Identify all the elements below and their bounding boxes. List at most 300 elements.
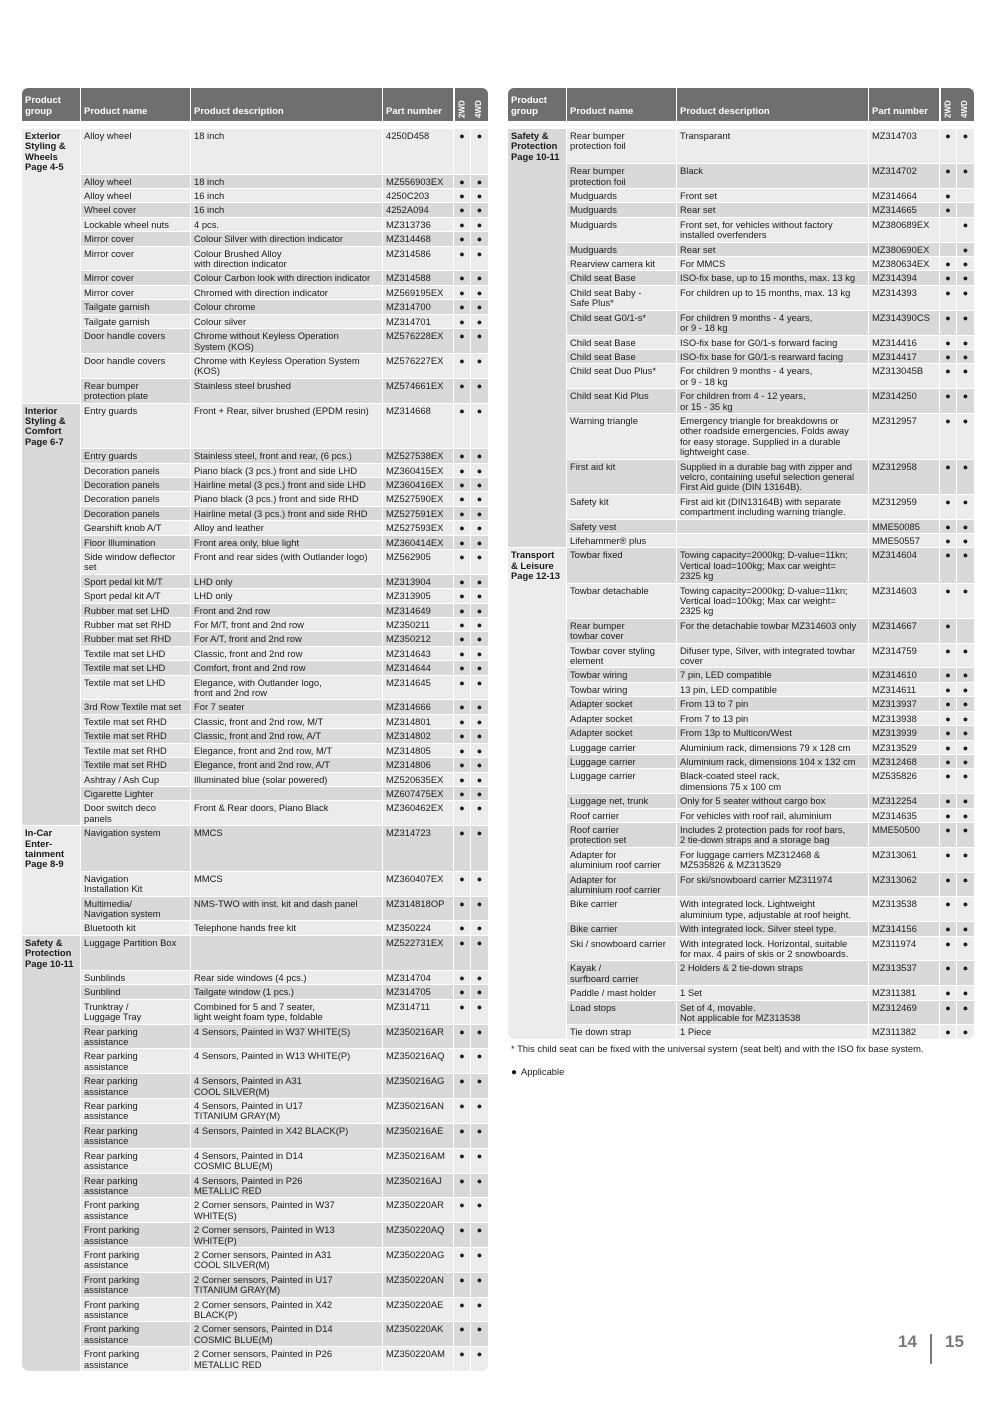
applicable-4wd-icon: ● (957, 364, 974, 388)
product-description: Illuminated blue (solar powered) (191, 773, 383, 786)
product-name: Rear parking assistance (81, 1049, 191, 1073)
product-group-cell (22, 353, 81, 378)
product-description: With integrated lock. Silver steel type. (677, 922, 869, 935)
product-name: Front parking assistance (81, 1223, 191, 1247)
product-name: Sunblind (81, 985, 191, 998)
product-name: Rear parking assistance (81, 1074, 191, 1098)
part-number: MZ314704 (383, 971, 454, 984)
applicable-2wd-icon: ● (454, 354, 471, 378)
product-description: Front and rear sides (with Outlander logo) (191, 550, 383, 574)
applicable-2wd-icon: ● (940, 203, 957, 216)
product-group-cell (22, 660, 81, 674)
part-number: MZ380690EX (869, 243, 940, 256)
applicable-2wd-icon: ● (454, 129, 471, 174)
product-group-cell (508, 388, 567, 413)
applicable-4wd-icon: ● (957, 1001, 974, 1025)
table-row (22, 491, 488, 505)
applicable-4wd-icon: ● (957, 873, 974, 897)
product-description: MMCS (191, 872, 383, 896)
product-description: For the detachable towbar MZ314603 only (677, 619, 869, 643)
applicable-4wd-icon: ● (471, 604, 488, 617)
part-number: 4250C203 (383, 189, 454, 202)
product-group-cell (508, 494, 567, 519)
table-row (508, 985, 974, 999)
applicable-2wd-icon: ● (940, 986, 957, 999)
table-row (508, 188, 974, 202)
product-name: Towbar detachable (567, 584, 677, 618)
table-row (22, 588, 488, 602)
product-description: For vehicles with roof rail, aluminium (677, 809, 869, 822)
product-name: Door handle covers (81, 354, 191, 378)
applicable-2wd-icon: ● (454, 826, 471, 871)
part-number: MZ562905 (383, 550, 454, 574)
part-number: MZ314156 (869, 922, 940, 935)
product-name: Child seat Kid Plus (567, 389, 677, 413)
product-name: Luggage net, trunk (567, 794, 677, 807)
table-row (508, 682, 974, 696)
product-group-cell (508, 1024, 567, 1038)
part-number: MZ350212 (383, 632, 454, 645)
table-row (22, 378, 488, 403)
product-group-cell (508, 363, 567, 388)
product-name: Entry guards (81, 449, 191, 462)
applicable-4wd-icon: ● (471, 676, 488, 700)
part-number: MZ350220AN (383, 1273, 454, 1297)
applicable-4wd-icon: ● (471, 271, 488, 284)
product-description: 2 Corner sensors, Painted in P26 METALLIC RED (191, 1347, 383, 1371)
part-number: MZ314667 (869, 619, 940, 643)
product-name: Front parking assistance (81, 1198, 191, 1222)
part-number: MZ312254 (869, 794, 940, 807)
applicable-2wd-icon: ● (940, 189, 957, 202)
product-group-cell (22, 477, 81, 491)
product-description: For A/T, front and 2nd row (191, 632, 383, 645)
applicable-4wd-icon: ● (471, 1322, 488, 1346)
table-body (508, 128, 974, 1039)
table-row (508, 459, 974, 494)
product-group-cell (22, 631, 81, 645)
applicable-2wd-icon: ● (454, 618, 471, 631)
product-name: Navigation system (81, 826, 191, 871)
product-name: Rubber mat set RHD (81, 618, 191, 631)
product-group-cell (22, 1048, 81, 1073)
product-name: Safety vest (567, 520, 677, 533)
table-header (508, 88, 974, 121)
product-description: Elegance, front and 2nd row, A/T (191, 758, 383, 771)
applicable-2wd-icon: ● (940, 311, 957, 335)
part-number: MZ350224 (383, 921, 454, 934)
table-row (508, 754, 974, 768)
applicable-4wd-icon: ● (471, 232, 488, 245)
product-name: Front parking assistance (81, 1298, 191, 1322)
product-name: Safety kit (567, 495, 677, 519)
product-group-cell (508, 725, 567, 739)
part-number: MZ556903EX (383, 175, 454, 188)
part-number: MZ314635 (869, 809, 940, 822)
table-row (508, 349, 974, 363)
product-description (677, 520, 869, 533)
table-row (508, 256, 974, 270)
applicable-2wd-icon: ● (454, 985, 471, 998)
part-number: MZ312957 (869, 414, 940, 459)
table-row (22, 1321, 488, 1346)
product-description: Rear set (677, 243, 869, 256)
part-number: MZ350216AE (383, 1124, 454, 1148)
product-group-cell (508, 985, 567, 999)
product-description: Colour Silver with direction indicator (191, 232, 383, 245)
part-number: MZ313937 (869, 697, 940, 710)
product-description: Difuser type, Silver, with integrated towbar cover (677, 644, 869, 668)
header-4wd: 4WD (474, 100, 484, 118)
product-group-cell (508, 188, 567, 202)
product-description: 4 pcs. (191, 218, 383, 231)
product-group-cell (22, 920, 81, 934)
applicable-2wd-icon: ● (454, 1049, 471, 1073)
applicable-4wd-icon: ● (957, 350, 974, 363)
header-part-number: Part number (383, 88, 454, 121)
part-number: MZ313904 (383, 575, 454, 588)
product-group-cell (22, 506, 81, 520)
product-description: For children 9 months - 4 years, or 9 - 18 kg (677, 364, 869, 388)
product-group-label: Safety & Protection Page 10-11 (22, 936, 81, 970)
applicable-4wd-icon: ● (471, 1000, 488, 1024)
applicable-4wd-icon: ● (471, 1149, 488, 1173)
page-number-left: 14 (898, 1332, 917, 1351)
header-product-name: Product name (81, 88, 191, 121)
product-group-cell (22, 448, 81, 462)
part-number: MZ314668 (383, 404, 454, 449)
applicable-2wd-icon: ● (940, 619, 957, 643)
applicable-2wd-icon: ● (454, 787, 471, 800)
table-row (508, 128, 974, 163)
part-number: 4252A094 (383, 203, 454, 216)
product-name: Tailgate garnish (81, 315, 191, 328)
applicable-2wd-icon: ● (940, 364, 957, 388)
applicable-2wd-icon: ● (454, 1099, 471, 1123)
table-row (22, 188, 488, 202)
part-number: MZ314417 (869, 350, 940, 363)
product-description: Towing capacity=2000kg; D-value=11kn; Vertical load=100kg; Max car weight= 2325 kg (677, 548, 869, 582)
product-description: ISO-fix base, up to 15 months, max. 13 kg (677, 271, 869, 284)
product-group-cell (22, 188, 81, 202)
product-description: Only for 5 seater without cargo box (677, 794, 869, 807)
product-description: Front & Rear doors, Piano Black (191, 801, 383, 825)
part-number: MZ314604 (869, 548, 940, 582)
applicable-2wd-icon: ● (454, 758, 471, 771)
applicable-2wd-icon: ● (454, 700, 471, 713)
header-2wd: 2WD (940, 88, 957, 121)
applicable-4wd-icon: ● (471, 801, 488, 825)
product-description: 18 inch (191, 175, 383, 188)
product-name: Tie down strap (567, 1025, 677, 1038)
part-number: MZ569195EX (383, 286, 454, 299)
applicable-4wd-icon: ● (957, 644, 974, 668)
table-row (22, 477, 488, 491)
applicable-4wd-icon: ● (471, 286, 488, 299)
product-name: Towbar fixed (567, 548, 677, 582)
product-group-cell (22, 588, 81, 602)
product-group-cell (22, 1098, 81, 1123)
applicable-2wd-icon: ● (940, 257, 957, 270)
applicable-4wd-icon: ● (471, 1198, 488, 1222)
part-number: MZ350216AR (383, 1025, 454, 1049)
applicable-4wd-icon: ● (957, 769, 974, 793)
applicable-2wd-icon: ● (454, 1347, 471, 1371)
applicable-2wd-icon: ● (940, 129, 957, 163)
table-row (508, 270, 974, 284)
part-number: MZ574661EX (383, 379, 454, 403)
product-description: Black (677, 164, 869, 188)
table-row (508, 217, 974, 242)
applicable-4wd-icon: ● (471, 329, 488, 353)
part-number: MZ314644 (383, 661, 454, 674)
table-row (22, 786, 488, 800)
product-description: NMS-TWO with inst. kit and dash panel (191, 897, 383, 921)
applicable-2wd-icon: ● (454, 464, 471, 477)
product-description: Front area only, blue light (191, 536, 383, 549)
table-row (508, 285, 974, 310)
applicable-4wd-icon: ● (957, 534, 974, 547)
applicable-2wd-icon: ● (454, 478, 471, 491)
part-number: MZ314700 (383, 300, 454, 313)
product-name: Adapter socket (567, 697, 677, 710)
applicable-2wd-icon: ● (940, 644, 957, 668)
product-description: 1 Piece (677, 1025, 869, 1038)
product-group-cell (508, 618, 567, 643)
part-number: MZ314611 (869, 683, 940, 696)
table-row (22, 285, 488, 299)
product-description: 4 Sensors, Painted in A31 COOL SILVER(M) (191, 1074, 383, 1098)
table-row (22, 1148, 488, 1173)
applicable-2wd-icon: ● (454, 921, 471, 934)
table-row (22, 463, 488, 477)
product-name: Mudguards (567, 243, 677, 256)
product-name: Mirror cover (81, 271, 191, 284)
part-number: MZ313938 (869, 712, 940, 725)
product-description: Towing capacity=2000kg; D-value=11kn; Vertical load=100kg; Max car weight= 2325 kg (677, 584, 869, 618)
part-number: MZ314666 (383, 700, 454, 713)
product-name: Door switch deco panels (81, 801, 191, 825)
applicable-2wd-icon: ● (454, 936, 471, 970)
part-number: MZ314610 (869, 668, 940, 681)
product-description: 4 Sensors, Painted in W37 WHITE(S) (191, 1025, 383, 1049)
table-row (22, 728, 488, 742)
product-description: Front set (677, 189, 869, 202)
product-description: 4 Sensors, Painted in W13 WHITE(P) (191, 1049, 383, 1073)
applicable-4wd-icon: ● (957, 848, 974, 872)
product-group-cell (508, 270, 567, 284)
product-group-cell (508, 310, 567, 335)
product-description: For 7 seater (191, 700, 383, 713)
part-number: MZ360415EX (383, 464, 454, 477)
applicable-2wd-icon: ● (454, 1149, 471, 1173)
product-description: For children from 4 - 12 years, or 15 - 35 kg (677, 389, 869, 413)
applicable-4wd-icon: ● (957, 986, 974, 999)
applicable-2wd-icon: ● (454, 715, 471, 728)
header-product-description: Product description (677, 88, 869, 121)
applicable-4wd-icon: ● (957, 712, 974, 725)
table-row (508, 711, 974, 725)
applicable-2wd-icon: ● (940, 164, 957, 188)
product-name: Warning triangle (567, 414, 677, 459)
product-group-cell (22, 728, 81, 742)
product-description: 2 Holders & 2 tie-down straps (677, 961, 869, 985)
product-description: Set of 4, movable. Not applicable for MZ313538 (677, 1001, 869, 1025)
product-name: Rear bumper towbar cover (567, 619, 677, 643)
product-group-cell (508, 793, 567, 807)
applicable-2wd-icon: ● (454, 604, 471, 617)
applicable-4wd-icon: ● (957, 495, 974, 519)
applicable-2wd-icon: ● (454, 286, 471, 299)
product-description: 16 inch (191, 203, 383, 216)
applicable-2wd-icon: ● (940, 1001, 957, 1025)
table-row (22, 1048, 488, 1073)
applicable-4wd-icon: ● (471, 1124, 488, 1148)
product-name: Bike carrier (567, 897, 677, 921)
product-group-cell (508, 643, 567, 668)
applicable-4wd-icon: ● (471, 971, 488, 984)
product-name: Rearview camera kit (567, 257, 677, 270)
applicable-4wd-icon: ● (471, 175, 488, 188)
applicable-2wd-icon: ● (454, 729, 471, 742)
product-description: Hairline metal (3 pcs.) front and side RHD (191, 507, 383, 520)
product-group-cell (22, 378, 81, 403)
applicable-2wd-icon: ● (454, 218, 471, 231)
applicable-4wd-icon: ● (471, 1248, 488, 1272)
table-row (508, 808, 974, 822)
product-group-cell (22, 1197, 81, 1222)
product-group-cell (508, 459, 567, 494)
table-row (22, 574, 488, 588)
applicable-2wd-icon: ● (940, 741, 957, 754)
part-number: MZ380634EX (869, 257, 940, 270)
part-number: MME50085 (869, 520, 940, 533)
part-number: MZ312959 (869, 495, 940, 519)
product-description: 4 Sensors, Painted in P26 METALLIC RED (191, 1174, 383, 1198)
applicable-2wd-icon: ● (454, 1248, 471, 1272)
product-name: Towbar wiring (567, 668, 677, 681)
applicable-4wd-icon: ● (957, 414, 974, 459)
product-description: 4 Sensors, Painted in U17 TITANIUM GRAY(M) (191, 1099, 383, 1123)
product-group-cell (508, 847, 567, 872)
applicable-2wd-icon: ● (940, 495, 957, 519)
applicable-dot-icon: ● (511, 1067, 518, 1078)
footnote: * This child seat can be fixed with the universal system (seat belt) and with the ISO fix base system. (511, 1043, 924, 1054)
applicable-2wd-icon: ● (454, 379, 471, 403)
product-name: Textile mat set RHD (81, 744, 191, 757)
product-description: ISO-fix base for G0/1-s forward facing (677, 336, 869, 349)
product-group-cell (508, 413, 567, 459)
applicable-2wd-icon: ● (940, 271, 957, 284)
table-row (22, 970, 488, 984)
applicable-4wd-icon: ● (957, 755, 974, 768)
product-group-cell (22, 246, 81, 271)
applicable-2wd-icon: ● (454, 661, 471, 674)
applicable-2wd-icon: ● (454, 676, 471, 700)
applicable-2wd-icon: ● (454, 536, 471, 549)
applicable-4wd-icon: ● (471, 536, 488, 549)
applicable-4wd-icon: ● (957, 697, 974, 710)
product-description: Front set, for vehicles without factory installed overfenders (677, 218, 869, 242)
table-row (22, 699, 488, 713)
part-number: MZ314468 (383, 232, 454, 245)
applicable-2wd-icon: ● (454, 801, 471, 825)
product-name: Rear bumper protection foil (567, 164, 677, 188)
applicable-4wd-icon: ● (957, 809, 974, 822)
applicable-4wd-icon: ● (471, 478, 488, 491)
part-number: MZ314801 (383, 715, 454, 728)
product-name: Mudguards (567, 218, 677, 242)
product-group-cell (22, 535, 81, 549)
applicable-4wd-icon: ● (957, 961, 974, 985)
product-group-cell (508, 1000, 567, 1025)
product-group-cell (22, 646, 81, 660)
table-row (22, 984, 488, 998)
product-name: Textile mat set LHD (81, 661, 191, 674)
product-name: Rear bumper protection foil (567, 129, 677, 163)
product-description: Stainless steel, front and rear, (6 pcs.) (191, 449, 383, 462)
applicable-4wd-icon: ● (957, 520, 974, 533)
product-name: Textile mat set RHD (81, 715, 191, 728)
applicable-4wd-icon: ● (471, 218, 488, 231)
part-number: MZ314702 (869, 164, 940, 188)
table-header (22, 88, 488, 121)
applicable-2wd-icon: ● (454, 315, 471, 328)
applicable-2wd-icon: ● (940, 584, 957, 618)
product-description: For luggage carriers MZ312468 & MZ535826 & MZ313529 (677, 848, 869, 872)
product-name: Sport pedal kit A/T (81, 589, 191, 602)
product-name: Adapter for aluminium roof carrier (567, 873, 677, 897)
part-number: MZ314664 (869, 189, 940, 202)
part-number: MZ314705 (383, 985, 454, 998)
product-name: Rear parking assistance (81, 1025, 191, 1049)
product-group-label: Interior Styling & Comfort Page 6-7 (22, 404, 81, 449)
table-row (22, 174, 488, 188)
product-description: Classic, front and 2nd row (191, 647, 383, 660)
product-group-cell (22, 1272, 81, 1297)
product-description: Supplied in a durable bag with zipper and velcro, containing useful selection general First Aid guide (DIN 13164B). (677, 460, 869, 494)
applicable-2wd-icon: ● (940, 769, 957, 793)
table-row (508, 519, 974, 533)
applicable-4wd-icon: ● (957, 668, 974, 681)
table-row (22, 1346, 488, 1371)
table-row (22, 617, 488, 631)
product-group-cell (508, 349, 567, 363)
applicable-2wd-icon: ● (454, 300, 471, 313)
product-description: Classic, front and 2nd row, M/T (191, 715, 383, 728)
applicable-2wd-icon: ● (454, 1273, 471, 1297)
product-name: Ashtray / Ash Cup (81, 773, 191, 786)
table-row (22, 1272, 488, 1297)
applicable-4wd-icon: ● (957, 460, 974, 494)
table-row (508, 335, 974, 349)
product-group-cell (22, 603, 81, 617)
applicable-4wd-icon: ● (471, 758, 488, 771)
applicable-2wd-icon: ● (940, 683, 957, 696)
product-group-cell (22, 786, 81, 800)
part-number: MZ350220AG (383, 1248, 454, 1272)
product-group-cell (22, 1222, 81, 1247)
part-number: MZ527591EX (383, 507, 454, 520)
product-description: For children 9 months - 4 years, or 9 - 18 kg (677, 311, 869, 335)
product-description: Colour chrome (191, 300, 383, 313)
table-row (22, 246, 488, 271)
product-name: Paddle / mast holder (567, 986, 677, 999)
product-name: Front parking assistance (81, 1347, 191, 1371)
product-group-cell (508, 960, 567, 985)
part-number: MZ314818OP (383, 897, 454, 921)
product-name: Sunblinds (81, 971, 191, 984)
